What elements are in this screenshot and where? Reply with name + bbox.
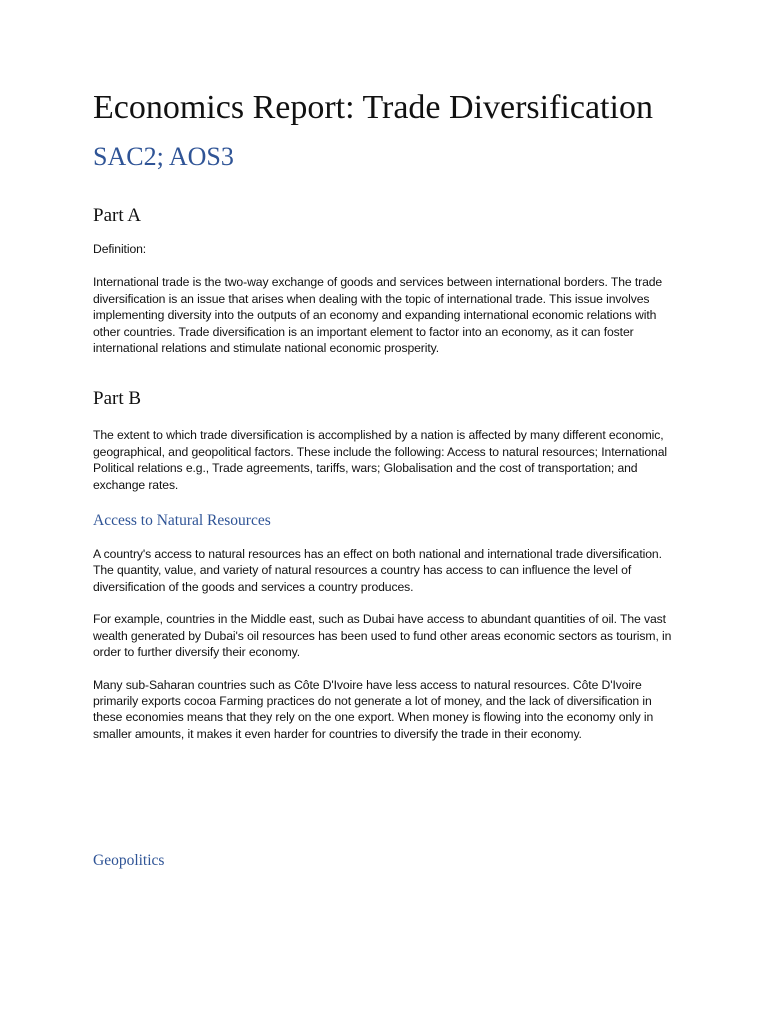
part-a-heading: Part A <box>93 205 142 226</box>
natural-resources-heading: Access to Natural Resources <box>93 512 271 530</box>
part-a-paragraph: International trade is the two-way exchange of goods and services between international borders. The trade diversification is an issue that arises when dealing with the topic of international trade. This issue involves implementing diversity into the outputs of an economy and expanding international economic relations with other countries. Trade diversification is an important element to factor into an economy, as it can foster international relations and stimulate national economic prosperity. <box>93 275 663 356</box>
part-b-heading: Part B <box>93 388 142 410</box>
natural-resources-paragraph-3: Many sub-Saharan countries such as Côte D'Ivoire have less access to natural resources. Côte D'Ivoire primarily exports cocoa Farming practices do not generate a lot of money, and the lack of diversification in these economies means that they rely on the one export. When money is flowing into the economy only in smaller amounts, it makes it even harder for countries to diversify the trade in their economy. <box>93 677 654 741</box>
document-subtitle: SAC2; AOS3 <box>93 142 234 171</box>
natural-resources-paragraph-2: For example, countries in the Middle east, such as Dubai have access to abundant quantities of oil. The vast wealth generated by Dubai's oil resources has been used to fund other areas economic sectors as tourism, in order to further diversify their economy. <box>93 612 672 660</box>
natural-resources-paragraph-1: A country's access to natural resources has an effect on both national and international trade diversification. The quantity, value, and variety of natural resources a country has access to can influence the level of diversification of the goods and services a country produces. <box>93 547 662 594</box>
definition-label: Definition: <box>93 242 147 256</box>
geopolitics-heading: Geopolitics <box>93 852 165 870</box>
document-title: Economics Report: Trade Diversification <box>93 89 653 126</box>
part-b-intro: The extent to which trade diversification is accomplished by a nation is affected by many different economic, geographical, and geopolitical factors. These include the following: Access to natural resources; International Political relations e.g., Trade agreements, tariffs, wars; Globalisation and the cost of transportation; and exchange rates. <box>93 428 668 492</box>
document-content <box>93 88 678 871</box>
